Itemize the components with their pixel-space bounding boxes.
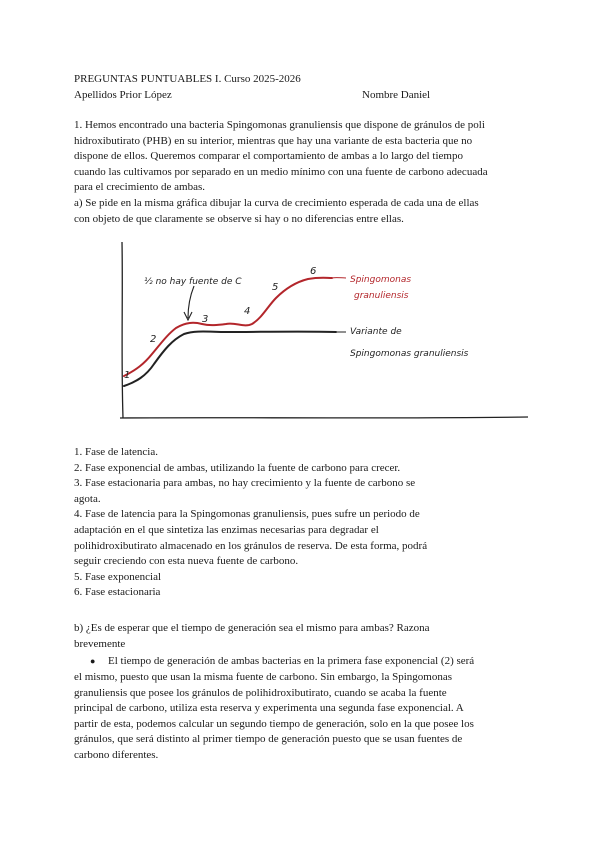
phase-descriptions [74,445,427,601]
phase-label-5: 5 [272,282,279,293]
phase-label-1: 1 [124,370,131,381]
phase-label-6: 6 [310,266,317,277]
red-curve-label-line-1: Spingomonas [350,275,412,285]
answer-line: gránulos, que será distinto al primer tiempo de generación puesto que se usan fuentes de [74,733,463,746]
q1-line: cuando las cultivamos por separado en un medio mínimo con una fuente de carbono adecuada [74,165,488,178]
phase-line: polihidroxibutirato almacenado en los gránulos de reserva. De esta forma, podrá [74,539,428,552]
part-b-line: brevemente [74,637,126,650]
answer-line: principal de carbono, utiliza esta reserva y experimenta una segunda fase exponencial. A [74,702,464,715]
black-curve-label-line-1: Variante de [350,327,402,337]
part-a-line: a) Se pide en la misma gráfica dibujar la curva de crecimiento esperada de cada una de ellas [74,196,479,209]
q1-line: hidroxibutirato (PHB) en su interior, mientras que hay una variante de esta bacteria que no [74,134,473,147]
phase-line: 1. Fase de latencia. [74,446,158,458]
black-curve-label-line-2: Spingomonas granuliensis [350,349,469,359]
phase-line: 2. Fase exponencial de ambas, utilizando la fuente de carbono para crecer. [74,461,401,474]
growth-curve-sketch [110,236,530,426]
surname-line: Apellidos Prior López [74,89,172,101]
phase-label-4: 4 [244,306,251,317]
phase-line: 6. Fase estacionaria [74,586,161,599]
q1-line: 1. Hemos encontrado una bacteria Spingomonas granuliensis que dispone de gránulos de poli [74,119,485,131]
q1-line: dispone de ellos. Queremos comparar el comportamiento de ambas a lo largo del tiempo [74,150,463,163]
answer-first-line: El tiempo de generación de ambas bacterias en la primera fase exponencial (2) será [108,655,475,667]
phase-line: adaptación en el que sintetiza las enzimas necesarias para degradar el [74,523,379,536]
phase-line: 4. Fase de latencia para la Spingomonas granuliensis, pues sufre un periodo de [74,508,420,521]
phase-line: 5. Fase exponencial [74,570,162,583]
bullet-icon: ● [90,656,96,666]
part-b-line: b) ¿Es de esperar que el tiempo de generación sea el mismo para ambas? Razona [74,622,430,634]
document-title: PREGUNTAS PUNTUABLES I. Curso 2025-2026 [74,73,301,85]
answer-line: partir de esta, podemos calcular un segundo tiempo de generación, solo en la que posee los [74,717,474,730]
x-axis [120,417,528,418]
red-curve-label-line-2: granuliensis [354,291,409,301]
phase-label-3: 3 [202,314,209,325]
phase-line: seguir creciendo con esta nueva fuente de carbono. [74,555,299,568]
name-line: Nombre Daniel [362,89,431,101]
phase-label-2: 2 [150,334,157,345]
q1-line: para el crecimiento de ambas. [74,181,206,194]
answer-line: granuliensis que posee los gránulos de polihidroxibutirato, cuando se acaba la fuente [74,686,447,699]
question-1-statement [74,118,488,227]
part-b-question [74,621,430,652]
part-a-line: con objeto de que claramente se observe si hay o no diferencias entre ellas. [74,212,404,225]
sketch-annotation: ½ no hay fuente de C [144,277,242,287]
answer-line: el mismo, puesto que usan la misma fuente de carbono. Sin embargo, la Spingomonas [74,671,453,683]
phase-line: agota. [74,492,101,505]
answer-line: carbono diferentes. [74,748,159,761]
y-axis [122,242,123,418]
part-b-answer [74,670,474,764]
phase-line: 3. Fase estacionaria para ambas, no hay crecimiento y la fuente de carbono se [74,477,416,490]
